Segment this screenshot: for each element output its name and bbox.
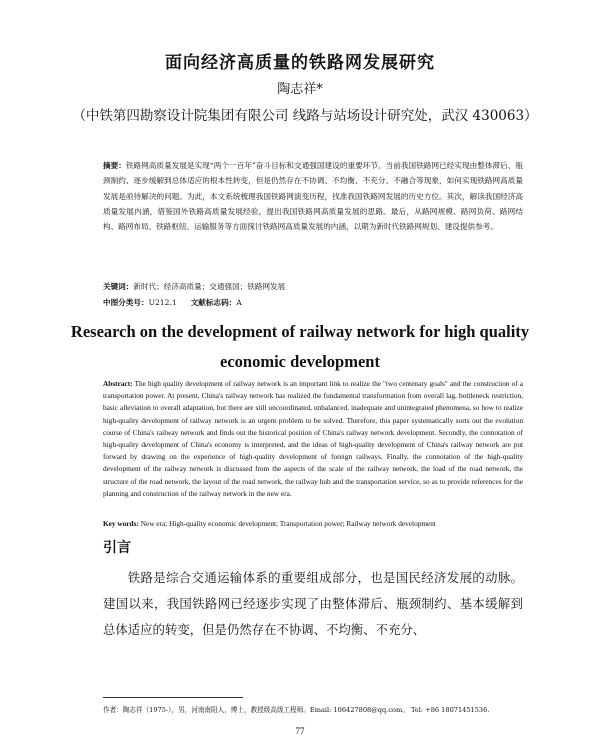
abstract-english-label: Abstract: xyxy=(103,379,133,388)
paper-title-english: Research on the development of railway network for high quality economic development xyxy=(70,322,530,371)
clc-value: U212.1 xyxy=(148,298,177,307)
body-paragraph: 铁路是综合交通运输体系的重要组成部分，也是国民经济发展的动脉。建国以来，我国铁路网已经逐步实现了由整体滞后、瓶颈制约、基本缓解到总体适应的转变，但是仍然存在不协调、不均衡、不充分、 xyxy=(103,570,523,637)
keywords-english-text: New era; High-quality economic development; Transportation power; Railway network development xyxy=(140,519,436,528)
keywords-chinese-text: 新时代；经济高质量；交通强国；铁路网发展 xyxy=(133,282,286,291)
classification-line xyxy=(103,297,523,308)
abstract-chinese-label: 摘要： xyxy=(103,161,126,170)
abstract-english-text: The high quality development of railway network is an important link to realize the "two centenary goals" and the construction of a transportation power. At present, China's railway network has realized the fundamental transformation from overall lag, bottleneck restriction, basic alleviation to overall adaptation, but there are still uncoordinated, unbalanced, inadequate and unintegrated phenomena, so how to realize high-quality development of railway network is an urgent problem to be solved. Therefore, this paper systematically sorts out the evolution course of China's railway network and finds out the historical position of China's railway network development. Secondly, the connotation of high-quality development of China's economy is interpreted, and the ideas of high-quality development of China's railway network are put forward by drawing on the experience of high-quality development of foreign railways. Finally, the connotation of the high-quality development of the railway network is discussed from the aspects of the scale of the railway network, the load of the road network, the structure of the road network, the layout of the road network, the railway hub and the transportation service, so as to provide references for the planning and construction of the railway network in the new era. xyxy=(103,379,523,498)
author-affiliation: （中铁第四勘察设计院集团有限公司 线路与站场设计研究处，武汉 430063） xyxy=(72,108,538,124)
section-heading-introduction: 引言 xyxy=(103,540,131,556)
abstract-chinese-text: 铁路网高质量发展是实现“两个一百年”奋斗目标和交通强国建设的重要环节。当前我国铁路网已经实现由整体滞后、瓶颈制约、逐步缓解到总体适应的根本性转变，但是仍然存在不协调、不均衡、不充分、不融合等现象，如何实现铁路网高质量发展是亟待解决的问题。为此，本文系统梳理我国铁路网演变历程，找准我国铁路网发展的历史方位。其次，解读我国经济高质量发展内涵，借鉴国外铁路高质量发展经验，提出我国铁路网高质量发展的思路。最后，从路网规模、路网负荷、路网结构、路网布局、铁路枢纽、运输服务等方面探讨铁路网高质量发展的内涵，以期为新时代铁路网规划、建设提供参考。 xyxy=(103,161,523,232)
keywords-english-label: Key words: xyxy=(103,519,139,528)
document-code-label: 文献标志码： xyxy=(190,298,237,307)
abstract-chinese xyxy=(103,158,523,234)
author-footnote: 作者：陶志祥（1975-），男，河南南阳人，博士，教授级高级工程师。Email: 106427808@qq.com。 Tel: +86 18071451536. xyxy=(103,706,490,714)
keywords-chinese-label: 关键词： xyxy=(103,282,134,291)
page-number: 77 xyxy=(295,726,305,736)
footnote-divider xyxy=(103,697,243,698)
document-code-value: A xyxy=(236,298,242,307)
author-name: 陶志祥* xyxy=(277,82,323,97)
keywords-english xyxy=(103,519,523,528)
keywords-chinese xyxy=(103,281,523,292)
clc-label: 中图分类号： xyxy=(103,298,149,307)
paper-title-chinese: 面向经济高质量的铁路网发展研究 xyxy=(165,53,435,73)
abstract-english xyxy=(103,378,523,500)
